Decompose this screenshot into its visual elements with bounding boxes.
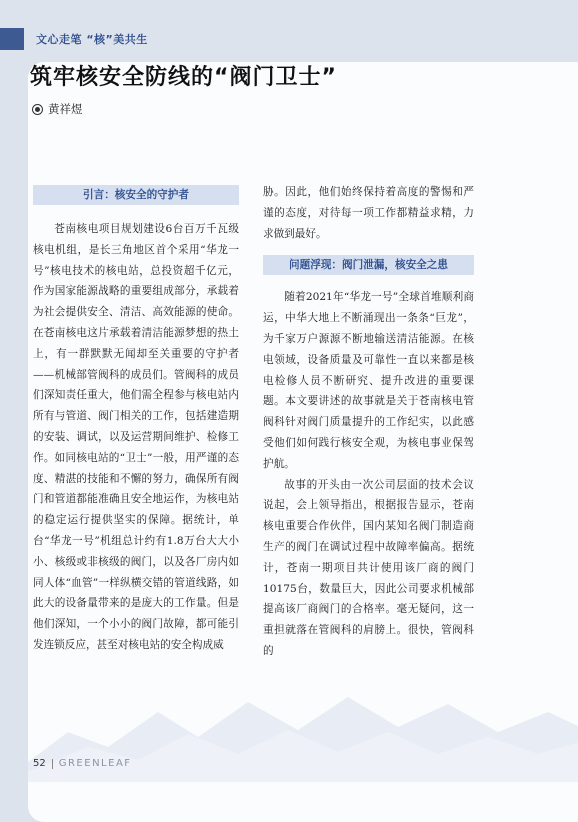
page-footer — [33, 758, 132, 769]
section-header: 文心走笔 “核”美共生 — [36, 33, 148, 46]
header-accent-bar — [0, 28, 24, 50]
paragraph: 故事的开头由一次公司层面的技术会议说起，会上领导指出，根据报告显示，苍南核电重要合作伙伴，国内某知名阀门制造商生产的阀门在调试过程中故障率偏高。据统计，苍南一期项目共计使用该厂商的阀门10175台，数量巨大，因此公司要求机械部提高该厂商阀门的合格率。毫无疑问，这一重担就落在管阀科的肩膀上。很快，管阀科的 — [263, 478, 474, 657]
paragraph-continuation: 胁。因此，他们始终保持着高度的警惕和严谨的态度，对待每一项工作都精益求精，力求做到最好。 — [263, 186, 474, 240]
article-title: 筑牢核安全防线的“阀门卫士” — [30, 65, 337, 90]
page-number: 52 — [33, 758, 46, 769]
paragraph: 苍南核电项目规划建设6台百万千瓦级核电机组，是长三角地区首个采用“华龙一号”核电技术的核电站，总投资超千亿元，作为国家能源战略的重要组成部分，承载着为社会提供安全、清洁、高效能源的使命。在苍南核电这片承载着清洁能源梦想的热土上，有一群默默无闻却至关重要的守护者——机械部管阀科的成员们。管阀科的成员们深知责任重大，他们需全程参与核电站内所有与管道、阀门相关的工作，包括建造期的安装、调试，以及运营期间维护、检修工作。如同核电站的“卫士”一般，用严谨的态度、精湛的技能和不懈的努力，确保所有阀门和管道都能准确且安全地运作，为核电站的稳定运行提供坚实的保障。据统计，单台“华龙一号”机组总计约有1.8万台大大小小、核级或非核级的阀门，以及各厂房内如同人体“血管”一样纵横交错的管道线路，如此大的设备量带来的是庞大的工作量。但是他们深知，一个小小的阀门故障，都可能引发连锁反应，甚至对核电站的安全构成威 — [33, 223, 239, 651]
author-line — [32, 101, 83, 117]
author-name: 黄祥煜 — [48, 102, 83, 116]
section-heading-problem: 问题浮现：阀门泄漏，核安全之患 — [263, 255, 474, 275]
magazine-brand: GREENLEAF — [58, 758, 132, 769]
paragraph: 随着2021年“华龙一号”全球首堆顺利商运，中华大地上不断涌现出一条条“巨龙”，为千家万户源源不断地输送清洁能源。在核电领域，设备质量及可靠性一直以来都是核电检修人员不断研究、提升改进的重要课题。本文要讲述的故事就是关于苍南核电管阀科针对阀门质量提升的工作纪实，以此感受他们如何践行核安全观，为核电事业保驾护航。 — [263, 291, 474, 470]
left-column — [33, 219, 239, 656]
footer-divider — [52, 759, 53, 769]
right-column — [263, 182, 474, 662]
target-icon — [32, 104, 43, 115]
section-heading-intro: 引言：核安全的守护者 — [33, 185, 239, 205]
